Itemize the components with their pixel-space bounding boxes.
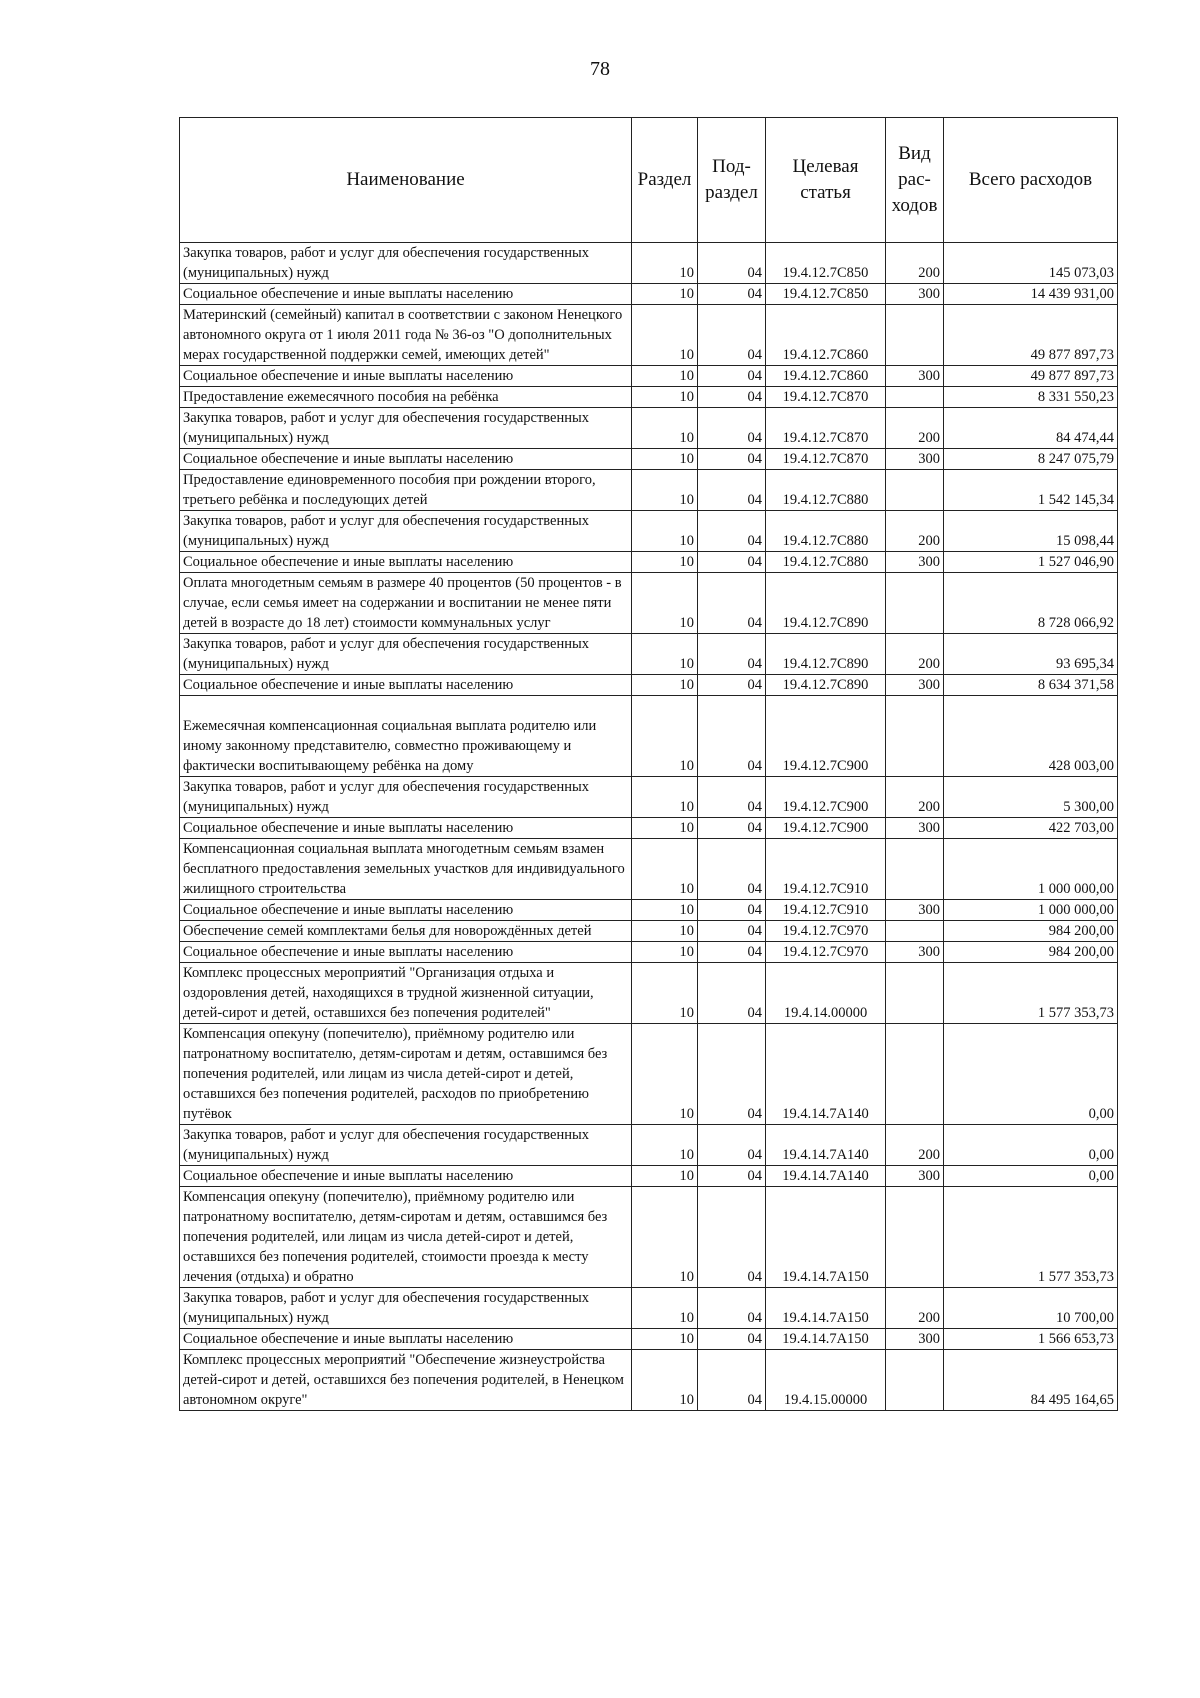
row-expense-type: [886, 1024, 944, 1125]
row-name: Закупка товаров, работ и услуг для обеспечения государственных (муниципальных) нужд: [180, 634, 632, 675]
table-row: [180, 470, 1118, 511]
row-expense-type: 300: [886, 675, 944, 696]
row-expense-type: [886, 470, 944, 511]
row-total: 49 877 897,73: [944, 366, 1118, 387]
row-total: 1 577 353,73: [944, 963, 1118, 1024]
row-section: 10: [632, 305, 698, 366]
row-expense-type: 300: [886, 1166, 944, 1187]
row-expense-type: 200: [886, 408, 944, 449]
row-section: 10: [632, 387, 698, 408]
table-row: [180, 963, 1118, 1024]
row-expense-type: [886, 387, 944, 408]
row-target: 19.4.14.7А140: [766, 1024, 886, 1125]
table-row: [180, 449, 1118, 470]
row-target: 19.4.12.7С860: [766, 366, 886, 387]
row-expense-type: 300: [886, 942, 944, 963]
row-subsection: 04: [698, 1125, 766, 1166]
table-row: [180, 675, 1118, 696]
table-row: [180, 1288, 1118, 1329]
row-target: 19.4.14.7А150: [766, 1187, 886, 1288]
table-row: [180, 1350, 1118, 1411]
row-target: 19.4.14.7А150: [766, 1329, 886, 1350]
row-expense-type: 200: [886, 1125, 944, 1166]
table-row: [180, 305, 1118, 366]
budget-table: [179, 117, 1118, 1411]
row-name: Социальное обеспечение и иные выплаты населению: [180, 449, 632, 470]
row-name: Закупка товаров, работ и услуг для обеспечения государственных (муниципальных) нужд: [180, 1125, 632, 1166]
header-subsection: Под- раздел: [698, 118, 766, 243]
row-name: Закупка товаров, работ и услуг для обеспечения государственных (муниципальных) нужд: [180, 1288, 632, 1329]
row-expense-type: [886, 305, 944, 366]
table-row: [180, 387, 1118, 408]
row-total: 1 542 145,34: [944, 470, 1118, 511]
row-section: 10: [632, 675, 698, 696]
row-expense-type: 300: [886, 1329, 944, 1350]
row-expense-type: 200: [886, 777, 944, 818]
row-name: Предоставление ежемесячного пособия на ребёнка: [180, 387, 632, 408]
row-expense-type: [886, 839, 944, 900]
row-total: 0,00: [944, 1024, 1118, 1125]
row-total: 0,00: [944, 1125, 1118, 1166]
row-section: 10: [632, 552, 698, 573]
row-section: 10: [632, 839, 698, 900]
row-expense-type: 300: [886, 366, 944, 387]
row-name: Комплекс процессных мероприятий "Обеспечение жизнеустройства детей-сирот и детей, оставшихся без попечения родителей, в Ненецком автономном округе": [180, 1350, 632, 1411]
row-section: 10: [632, 366, 698, 387]
row-expense-type: 200: [886, 1288, 944, 1329]
row-target: 19.4.12.7С870: [766, 408, 886, 449]
row-target: 19.4.12.7С890: [766, 675, 886, 696]
table-row: [180, 1187, 1118, 1288]
header-section: Раздел: [632, 118, 698, 243]
table-row: [180, 284, 1118, 305]
row-target: 19.4.12.7С890: [766, 634, 886, 675]
row-name: Компенсация опекуну (попечителю), приёмному родителю или патронатному воспитателю, детям-сиротам и детям, оставшимся без попечения родителей, или лицам из числа детей-сирот и детей, оставшихся без попечения родителей, расходов по приобретению путёвок: [180, 1024, 632, 1125]
row-section: 10: [632, 511, 698, 552]
row-section: 10: [632, 900, 698, 921]
row-section: 10: [632, 1288, 698, 1329]
row-expense-type: [886, 921, 944, 942]
row-section: 10: [632, 1329, 698, 1350]
row-name: Обеспечение семей комплектами белья для новорождённых детей: [180, 921, 632, 942]
row-target: 19.4.14.7А140: [766, 1125, 886, 1166]
row-subsection: 04: [698, 1288, 766, 1329]
row-total: 8 728 066,92: [944, 573, 1118, 634]
row-target: 19.4.14.00000: [766, 963, 886, 1024]
table-row: [180, 921, 1118, 942]
row-total: 1 000 000,00: [944, 839, 1118, 900]
row-total: 84 474,44: [944, 408, 1118, 449]
row-target: 19.4.12.7С850: [766, 243, 886, 284]
row-target: 19.4.12.7С900: [766, 777, 886, 818]
row-section: 10: [632, 284, 698, 305]
row-name: Социальное обеспечение и иные выплаты населению: [180, 366, 632, 387]
row-subsection: 04: [698, 552, 766, 573]
row-total: 984 200,00: [944, 942, 1118, 963]
row-subsection: 04: [698, 1024, 766, 1125]
row-name: Социальное обеспечение и иные выплаты населению: [180, 1166, 632, 1187]
row-subsection: 04: [698, 366, 766, 387]
row-target: 19.4.12.7С910: [766, 839, 886, 900]
row-subsection: 04: [698, 449, 766, 470]
row-name: Закупка товаров, работ и услуг для обеспечения государственных (муниципальных) нужд: [180, 243, 632, 284]
table-row: [180, 1125, 1118, 1166]
row-section: 10: [632, 818, 698, 839]
row-name: Материнский (семейный) капитал в соответствии с законом Ненецкого автономного округа от 1 июля 2011 года № 36-оз "О дополнительных мерах государственной поддержки семей, имеющих детей": [180, 305, 632, 366]
row-expense-type: 200: [886, 634, 944, 675]
row-section: 10: [632, 470, 698, 511]
row-total: 15 098,44: [944, 511, 1118, 552]
row-name: Предоставление единовременного пособия при рождении второго, третьего ребёнка и последующих детей: [180, 470, 632, 511]
row-name: Социальное обеспечение и иные выплаты населению: [180, 284, 632, 305]
row-subsection: 04: [698, 408, 766, 449]
row-subsection: 04: [698, 634, 766, 675]
row-target: 19.4.14.7А150: [766, 1288, 886, 1329]
row-target: 19.4.12.7С900: [766, 696, 886, 777]
row-target: 19.4.12.7С970: [766, 942, 886, 963]
row-section: 10: [632, 243, 698, 284]
row-subsection: 04: [698, 1350, 766, 1411]
row-section: 10: [632, 1024, 698, 1125]
row-total: 1 000 000,00: [944, 900, 1118, 921]
row-section: 10: [632, 1125, 698, 1166]
table-row: [180, 818, 1118, 839]
row-section: 10: [632, 963, 698, 1024]
row-target: 19.4.12.7С910: [766, 900, 886, 921]
row-subsection: 04: [698, 696, 766, 777]
row-expense-type: 300: [886, 818, 944, 839]
table-row: [180, 839, 1118, 900]
row-subsection: 04: [698, 818, 766, 839]
row-target: 19.4.12.7С860: [766, 305, 886, 366]
header-total: Всего расходов: [944, 118, 1118, 243]
row-subsection: 04: [698, 963, 766, 1024]
row-subsection: 04: [698, 900, 766, 921]
row-total: 8 634 371,58: [944, 675, 1118, 696]
row-subsection: 04: [698, 1166, 766, 1187]
row-name: Ежемесячная компенсационная социальная выплата родителю или иному законному представителю, совместно проживающему и фактически воспитывающему ребёнка на дому: [180, 696, 632, 777]
row-total: 0,00: [944, 1166, 1118, 1187]
row-subsection: 04: [698, 387, 766, 408]
row-name: Закупка товаров, работ и услуг для обеспечения государственных (муниципальных) нужд: [180, 777, 632, 818]
row-name: Социальное обеспечение и иные выплаты населению: [180, 1329, 632, 1350]
row-total: 93 695,34: [944, 634, 1118, 675]
table-row: [180, 366, 1118, 387]
row-total: 422 703,00: [944, 818, 1118, 839]
row-subsection: 04: [698, 305, 766, 366]
row-subsection: 04: [698, 942, 766, 963]
row-section: 10: [632, 573, 698, 634]
row-target: 19.4.12.7С880: [766, 552, 886, 573]
row-expense-type: [886, 1350, 944, 1411]
row-expense-type: 200: [886, 511, 944, 552]
page-number: 78: [590, 58, 610, 80]
row-total: 1 577 353,73: [944, 1187, 1118, 1288]
row-subsection: 04: [698, 511, 766, 552]
row-name: Социальное обеспечение и иные выплаты населению: [180, 900, 632, 921]
header-expense-type: Вид рас- ходов: [886, 118, 944, 243]
row-total: 984 200,00: [944, 921, 1118, 942]
row-total: 8 247 075,79: [944, 449, 1118, 470]
row-name: Социальное обеспечение и иные выплаты населению: [180, 552, 632, 573]
row-total: 1 566 653,73: [944, 1329, 1118, 1350]
row-expense-type: [886, 1187, 944, 1288]
table-row: [180, 573, 1118, 634]
row-section: 10: [632, 1350, 698, 1411]
table-row: [180, 552, 1118, 573]
row-expense-type: 300: [886, 284, 944, 305]
header-name: Наименование: [180, 118, 632, 243]
row-target: 19.4.12.7С880: [766, 511, 886, 552]
row-target: 19.4.15.00000: [766, 1350, 886, 1411]
row-target: 19.4.12.7С880: [766, 470, 886, 511]
table-row: [180, 1166, 1118, 1187]
table-row: [180, 942, 1118, 963]
row-total: 49 877 897,73: [944, 305, 1118, 366]
row-target: 19.4.12.7С850: [766, 284, 886, 305]
row-section: 10: [632, 921, 698, 942]
row-expense-type: 300: [886, 900, 944, 921]
table-row: [180, 696, 1118, 777]
row-total: 8 331 550,23: [944, 387, 1118, 408]
table-row: [180, 777, 1118, 818]
table-row: [180, 408, 1118, 449]
row-name: Компенсация опекуну (попечителю), приёмному родителю или патронатному воспитателю, детям-сиротам и детям, оставшимся без попечения родителей, или лицам из числа детей-сирот и детей, оставшихся без попечения родителей, стоимости проезда к месту лечения (отдыха) и обратно: [180, 1187, 632, 1288]
row-subsection: 04: [698, 243, 766, 284]
row-section: 10: [632, 1187, 698, 1288]
row-name: Закупка товаров, работ и услуг для обеспечения государственных (муниципальных) нужд: [180, 408, 632, 449]
row-section: 10: [632, 449, 698, 470]
row-subsection: 04: [698, 921, 766, 942]
row-subsection: 04: [698, 1187, 766, 1288]
table-header-row: [180, 118, 1118, 243]
row-target: 19.4.14.7А140: [766, 1166, 886, 1187]
row-name: Оплата многодетным семьям в размере 40 процентов (50 процентов - в случае, если семья имеет на содержании и воспитании не менее пяти детей в возрасте до 18 лет) стоимости коммунальных услуг: [180, 573, 632, 634]
header-target: Целевая статья: [766, 118, 886, 243]
row-subsection: 04: [698, 1329, 766, 1350]
row-subsection: 04: [698, 284, 766, 305]
row-name: Социальное обеспечение и иные выплаты населению: [180, 675, 632, 696]
table-row: [180, 1024, 1118, 1125]
row-subsection: 04: [698, 839, 766, 900]
row-name: Комплекс процессных мероприятий "Организация отдыха и оздоровления детей, находящихся в трудной жизненной ситуации, детей-сирот и детей, оставшихся без попечения родителей": [180, 963, 632, 1024]
row-total: 84 495 164,65: [944, 1350, 1118, 1411]
row-subsection: 04: [698, 777, 766, 818]
row-target: 19.4.12.7С970: [766, 921, 886, 942]
row-total: 14 439 931,00: [944, 284, 1118, 305]
row-total: 5 300,00: [944, 777, 1118, 818]
row-name: Компенсационная социальная выплата многодетным семьям взамен бесплатного предоставления земельных участков для индивидуального жилищного строительства: [180, 839, 632, 900]
row-section: 10: [632, 634, 698, 675]
row-target: 19.4.12.7С900: [766, 818, 886, 839]
table-row: [180, 511, 1118, 552]
row-section: 10: [632, 942, 698, 963]
row-target: 19.4.12.7С890: [766, 573, 886, 634]
row-total: 1 527 046,90: [944, 552, 1118, 573]
table-row: [180, 1329, 1118, 1350]
row-subsection: 04: [698, 573, 766, 634]
row-expense-type: [886, 963, 944, 1024]
row-section: 10: [632, 777, 698, 818]
table-row: [180, 243, 1118, 284]
table-row: [180, 900, 1118, 921]
row-subsection: 04: [698, 675, 766, 696]
row-section: 10: [632, 1166, 698, 1187]
row-name: Закупка товаров, работ и услуг для обеспечения государственных (муниципальных) нужд: [180, 511, 632, 552]
row-section: 10: [632, 408, 698, 449]
table-body: [180, 243, 1118, 1411]
row-total: 10 700,00: [944, 1288, 1118, 1329]
row-target: 19.4.12.7С870: [766, 449, 886, 470]
table-row: [180, 634, 1118, 675]
row-expense-type: 300: [886, 449, 944, 470]
row-subsection: 04: [698, 470, 766, 511]
row-target: 19.4.12.7С870: [766, 387, 886, 408]
row-expense-type: [886, 573, 944, 634]
row-expense-type: 200: [886, 243, 944, 284]
row-expense-type: 300: [886, 552, 944, 573]
row-total: 428 003,00: [944, 696, 1118, 777]
row-expense-type: [886, 696, 944, 777]
row-section: 10: [632, 696, 698, 777]
row-total: 145 073,03: [944, 243, 1118, 284]
row-name: Социальное обеспечение и иные выплаты населению: [180, 942, 632, 963]
row-name: Социальное обеспечение и иные выплаты населению: [180, 818, 632, 839]
